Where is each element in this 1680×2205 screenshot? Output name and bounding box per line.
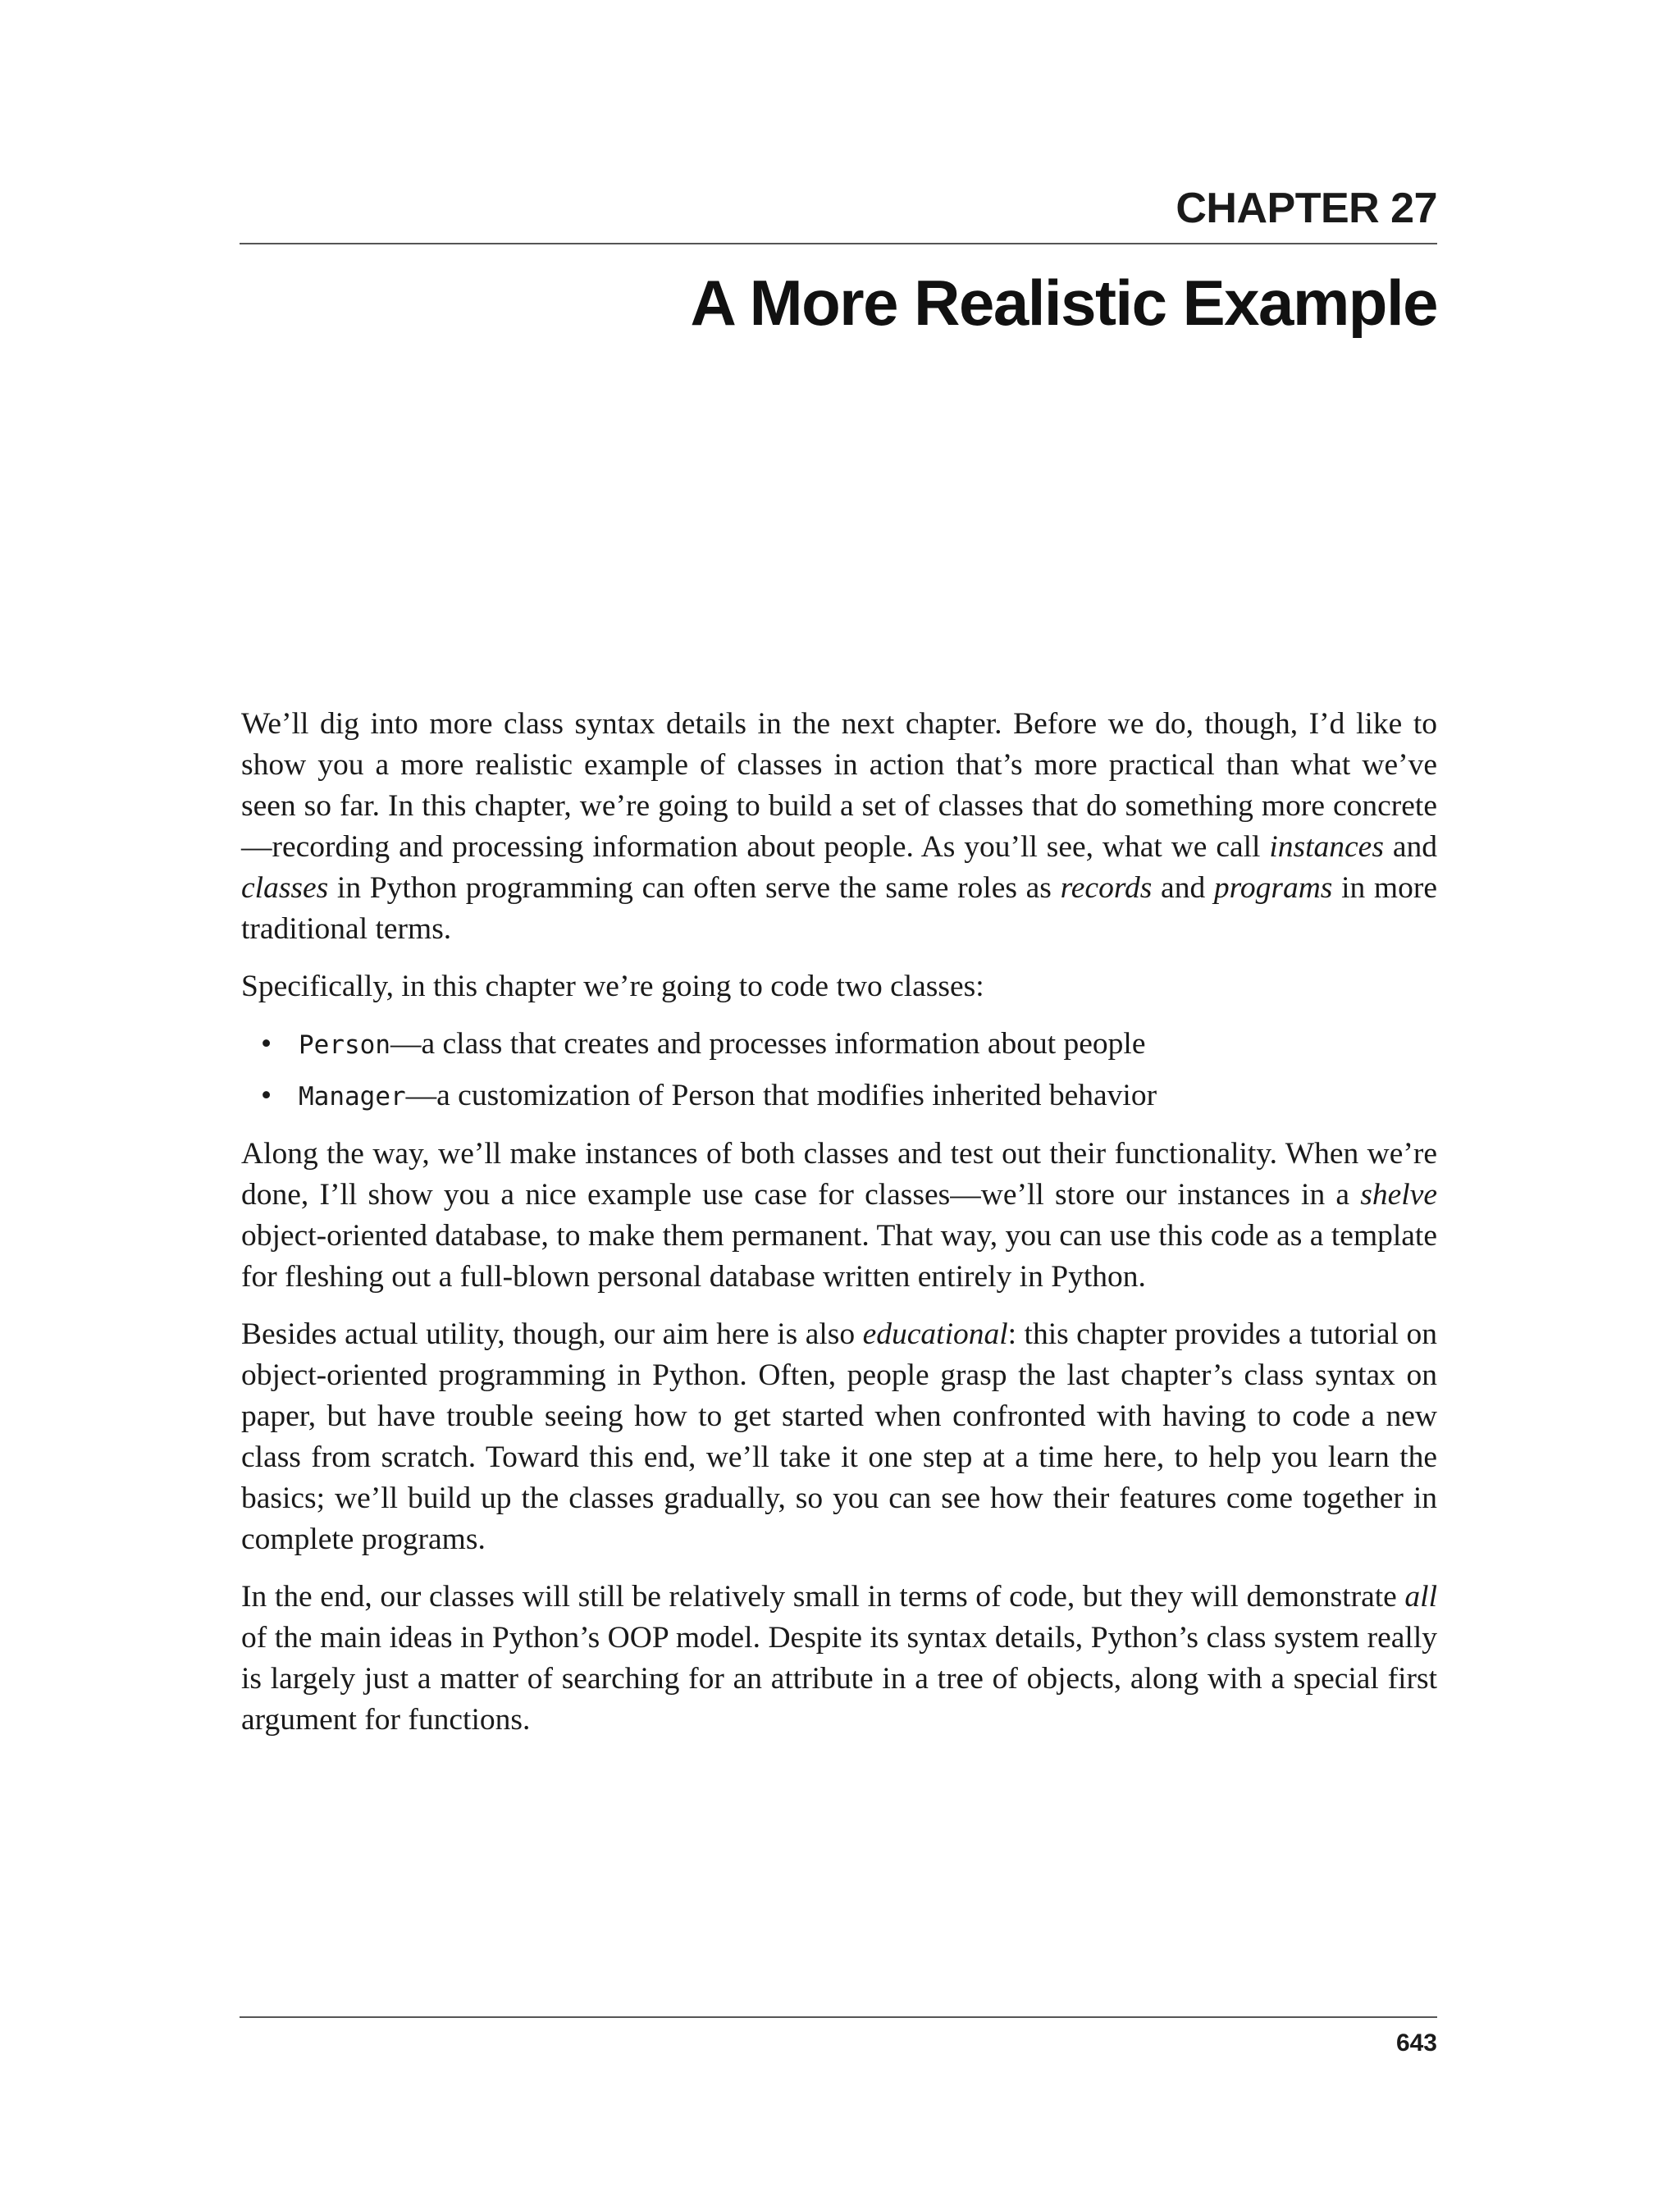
code-manager: Manager bbox=[299, 1082, 406, 1112]
class-list bbox=[241, 1024, 1437, 1117]
code-person: Person bbox=[299, 1030, 390, 1060]
emphasis-educational: educational bbox=[862, 1317, 1008, 1351]
emphasis-classes: classes bbox=[241, 871, 329, 905]
list-item-text: —a class that creates and processes information about people bbox=[390, 1027, 1146, 1061]
oop-model-paragraph: In the end, our classes will still be relatively small in terms of code, but they will demonstrate all of the main ideas in Python’s OOP model. Despite its syntax details, Python’s class system really is largely just a matter of searching for an attribute in a tree of objects, along with a special first argument for functions. bbox=[241, 1580, 1437, 1737]
emphasis-all: all bbox=[1404, 1580, 1437, 1614]
footer-rule bbox=[240, 2016, 1437, 2018]
shelve-paragraph: Along the way, we’ll make instances of both classes and test out their functionality. When we’re done, I’ll show you a nice example use case for classes—we’ll store our instances in a shelve object-oriented database, to make them permanent. That way, you can use this code as a template for fleshing out a full-blown personal database written entirely in Python. bbox=[241, 1137, 1437, 1294]
chapter-body bbox=[241, 704, 1437, 1757]
list-item-text: —a customization of Person that modifies inherited behavior bbox=[405, 1079, 1157, 1112]
emphasis-records: records bbox=[1060, 871, 1153, 905]
page-number: 643 bbox=[1395, 2029, 1437, 2057]
intro-paragraph: We’ll dig into more class syntax details in the next chapter. Before we do, though, I’d like to show you a more realistic example of classes in action that’s more practical than what we’ve seen so far. In this chapter, we’re going to build a set of classes that do something more concrete—recording and processing information about people. As you’ll see, what we call instances and classes in Python programming can often serve the same roles as records and programs in more traditional terms. bbox=[241, 707, 1437, 946]
chapter-label: CHAPTER 27 bbox=[1176, 185, 1437, 232]
bullet-icon: • bbox=[261, 1027, 272, 1061]
emphasis-shelve: shelve bbox=[1360, 1178, 1437, 1212]
educational-paragraph: Besides actual utility, though, our aim here is also educational: this chapter provides a tutorial on object-oriented programming in Python. Often, people grasp the last chapter’s class syntax on paper, but have trouble seeing how to get started when confronted with having to code a new class from scratch. Toward this end, we’ll take it one step at a time here, to help you learn the basics; we’ll build up the classes gradually, so you can see how their features come together in complete programs. bbox=[241, 1317, 1437, 1556]
chapter-title: A More Realistic Example bbox=[690, 267, 1437, 339]
emphasis-instances: instances bbox=[1269, 830, 1384, 864]
header-rule bbox=[240, 243, 1437, 244]
classes-intro-paragraph: Specifically, in this chapter we’re going to code two classes: bbox=[241, 970, 984, 1003]
list-item bbox=[241, 1024, 1437, 1066]
bullet-icon: • bbox=[261, 1079, 272, 1112]
emphasis-programs: programs bbox=[1213, 871, 1333, 905]
list-item bbox=[241, 1075, 1437, 1117]
